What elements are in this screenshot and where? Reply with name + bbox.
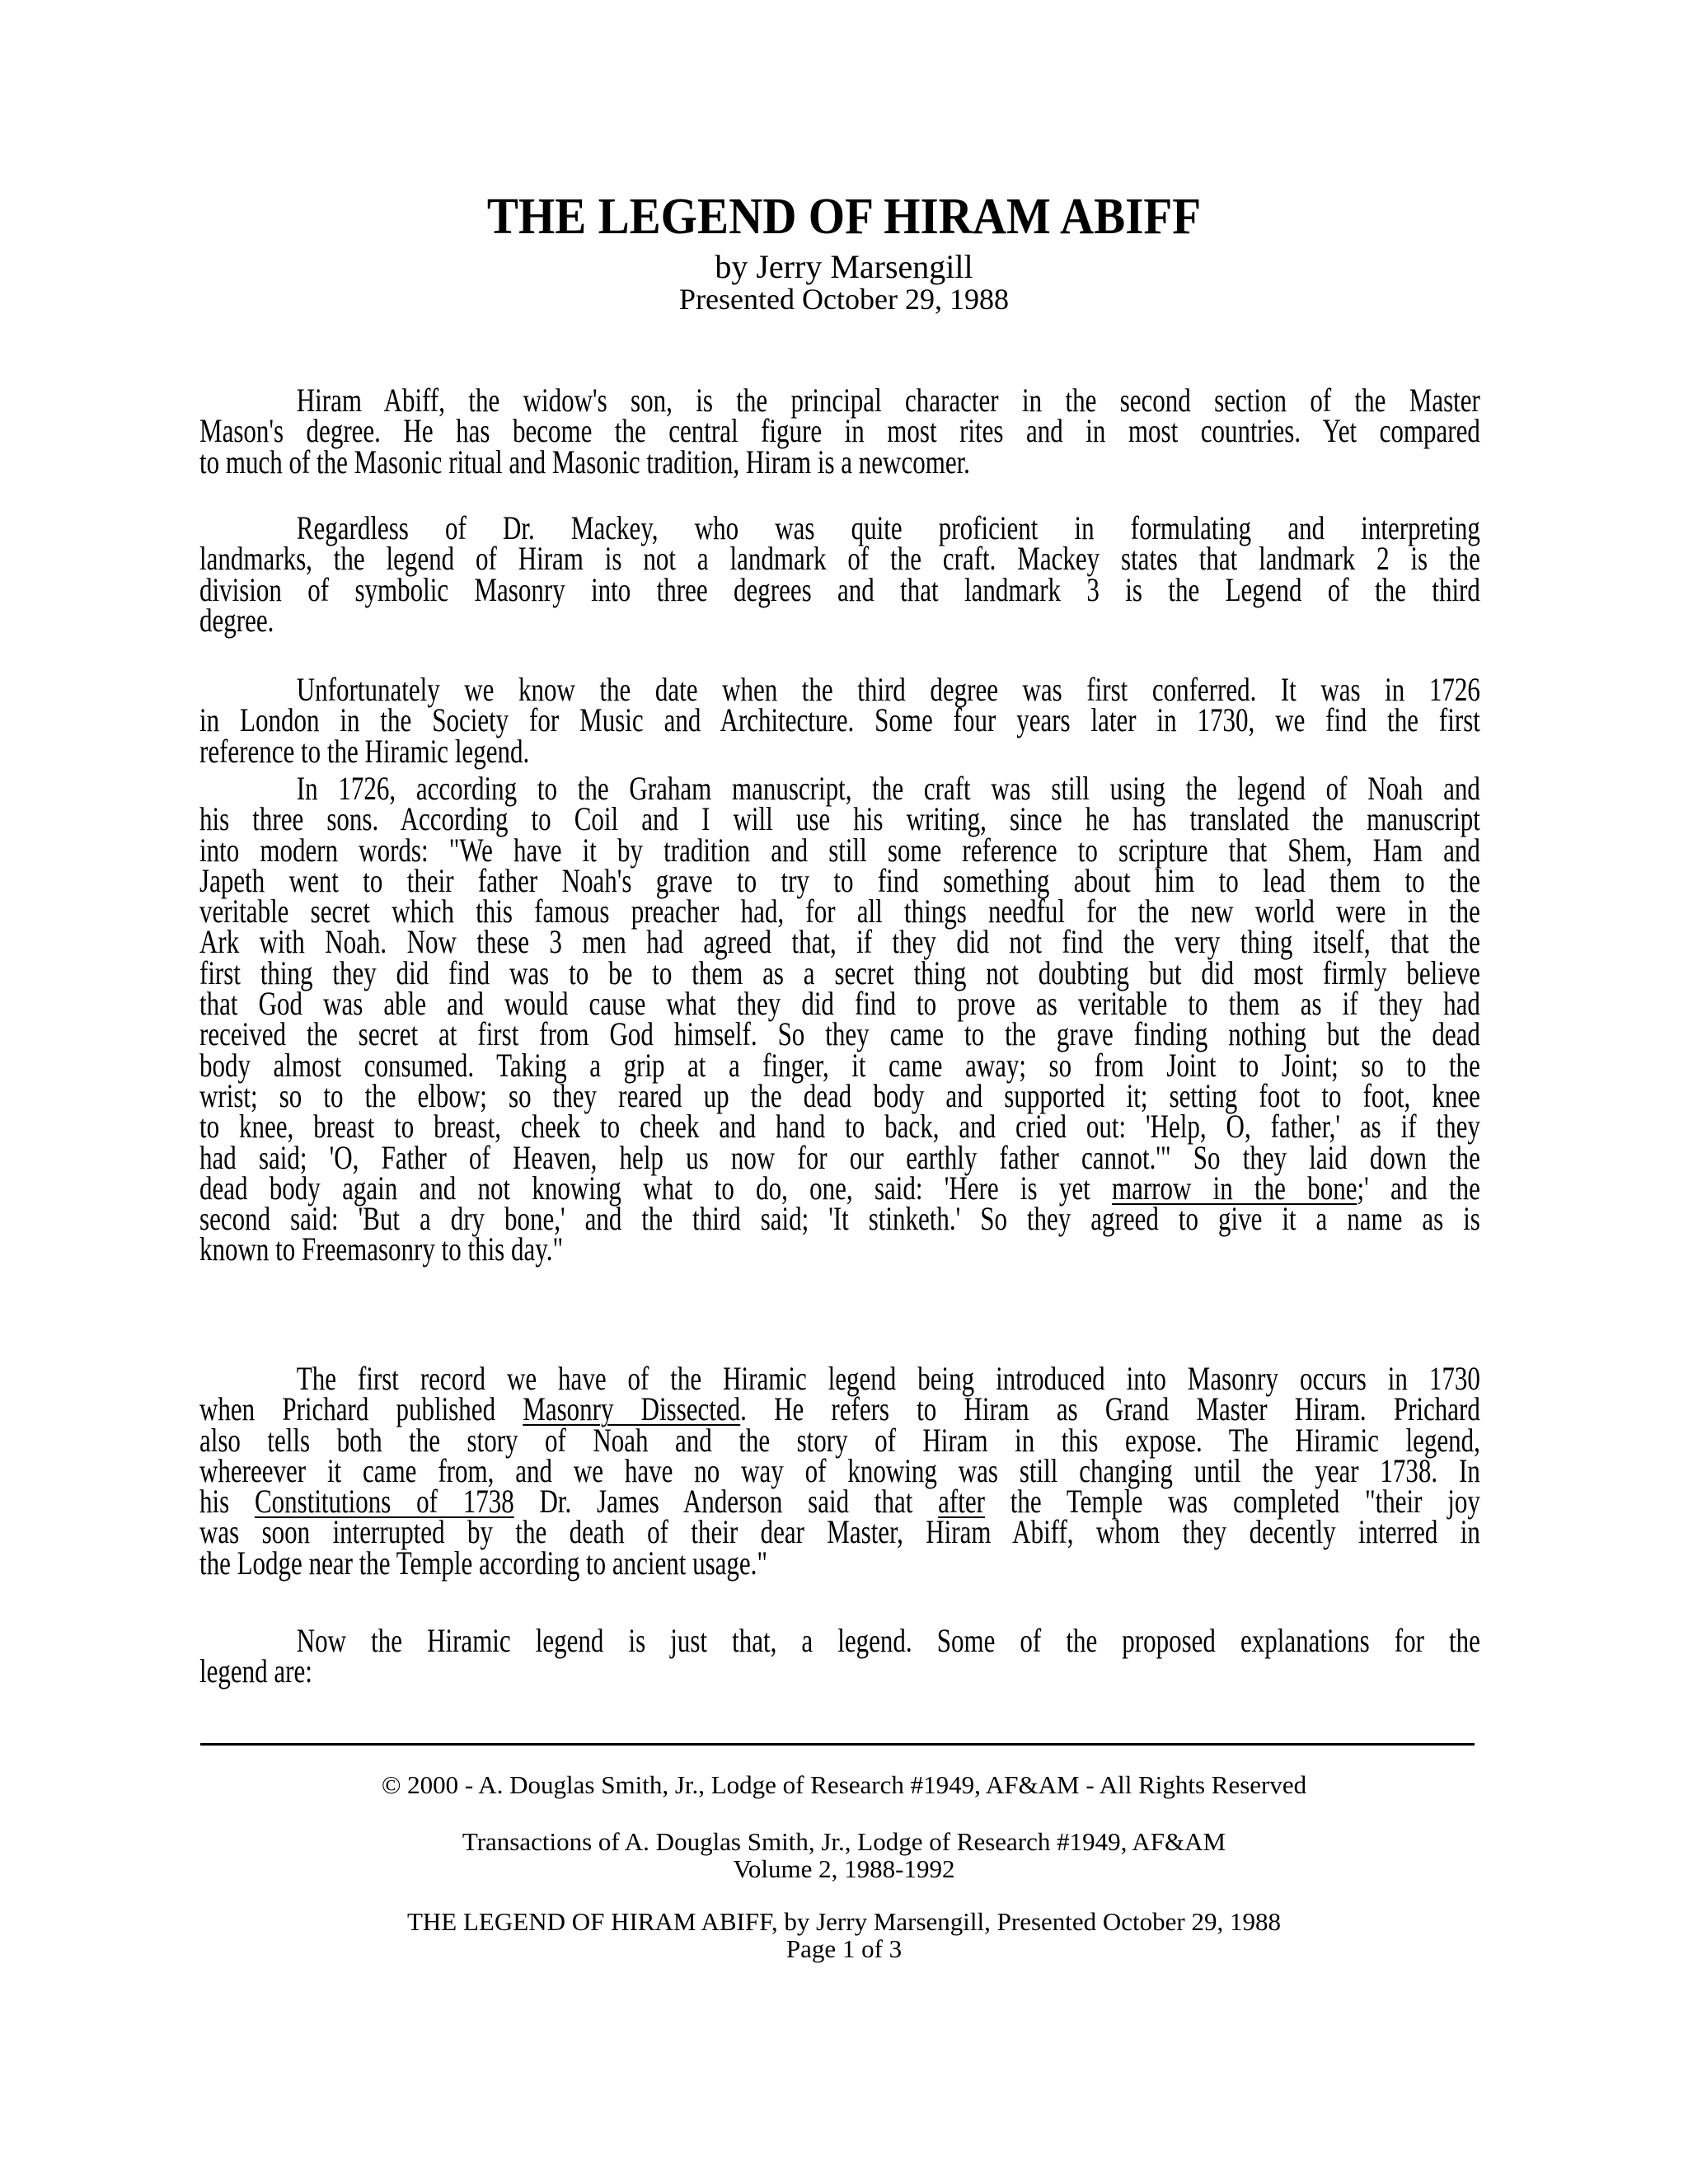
text-line [199, 1622, 1480, 1659]
underlined-text: marrow in the bone [1111, 1169, 1357, 1207]
page-number: Page 1 of 3 [785, 1934, 903, 1963]
text-segment: also tells both the story of Noah and the story of Hiram in this expose. The Hiramic legend, [199, 1421, 1480, 1459]
underlined-text: after [938, 1483, 985, 1521]
paragraph-5 [199, 1360, 1480, 1582]
footer-divider [200, 1743, 1475, 1746]
text-segment: In 1726, according to the Graham manuscript, the craft was still using the legend of Noah and [296, 770, 1480, 807]
text-line [199, 1015, 1480, 1053]
text-segment: veritable secret which this famous preacher had, for all things needful for the new world were in the [199, 893, 1480, 930]
text-line [199, 800, 1480, 838]
text-line [199, 1046, 1480, 1084]
copyright-notice: © 2000 - A. Douglas Smith, Jr., Lodge of Research #1949, AF&AM - All Rights Reserved [381, 1770, 1307, 1799]
text-segment: second said: 'But a dry bone,' and the third said; 'It stinketh.' So they agreed to give it a name as is [199, 1200, 1480, 1238]
text-segment: the Lodge near the Temple according to ancient usage." [199, 1544, 768, 1582]
text-segment: landmarks, the legend of Hiram is not a landmark of the craft. Mackey states that landmark 2 is the [199, 540, 1480, 578]
text-line [199, 1390, 1480, 1428]
paragraph-4 [199, 770, 1480, 1268]
text-line [199, 1108, 1480, 1146]
text-segment: in London in the Society for Music and Architecture. Some four years later in 1730, we find the first [199, 701, 1480, 739]
text-line [199, 861, 1480, 899]
text-segment: the Temple was completed "their joy [984, 1483, 1480, 1521]
text-line [199, 1652, 1480, 1690]
text-line [199, 412, 1480, 450]
text-line [199, 1360, 1480, 1397]
paragraph-1 [199, 382, 1480, 480]
text-line [199, 732, 1480, 770]
text-line [199, 1544, 1480, 1582]
text-segment: wrist; so to the elbow; so they reared up the dead body and supported it; setting foot to foot, knee [199, 1076, 1480, 1114]
citation-line: THE LEGEND OF HIRAM ABIFF, by Jerry Marsengill, Presented October 29, 1988 [406, 1907, 1281, 1936]
text-segment: Dr. James Anderson said that [513, 1483, 939, 1521]
text-line [199, 770, 1480, 807]
text-segment: whereever it came from, and we have no way of knowing was still changing until the year 1738. In [199, 1451, 1480, 1489]
text-segment: to knee, breast to breast, cheek to cheek and hand to back, and cried out: 'Help, O, father,' as if they [199, 1108, 1480, 1146]
text-line [199, 1076, 1480, 1114]
text-segment: legend are: [199, 1652, 312, 1690]
author-line: by Jerry Marsengill [715, 248, 973, 285]
text-segment: division of symbolic Masonry into three degrees and that landmark 3 is the Legend of the third [199, 570, 1480, 608]
text-segment: dead body again and not knowing what to do, one, said: 'Here is yet [199, 1169, 1112, 1207]
text-segment: first thing they did find was to be to them as a secret thing not doubting but did most firmly believe [199, 954, 1480, 991]
presented-date: Presented October 29, 1988 [679, 283, 1009, 316]
text-line [199, 382, 1480, 419]
text-segment: Now the Hiramic legend is just that, a legend. Some of the proposed explanations for the [296, 1622, 1480, 1659]
text-segment: The first record we have of the Hiramic legend being introduced into Masonry occurs in 1730 [296, 1360, 1480, 1397]
text-line [199, 1138, 1480, 1176]
underlined-text: Constitutions of 1738 [254, 1483, 514, 1521]
text-line [199, 601, 1480, 639]
text-segment: received the secret at first from God himself. So they came to the grave finding nothing but the dead [199, 1015, 1480, 1053]
text-segment: Japeth went to their father Noah's grave to try to find something about him to lead them to the [199, 861, 1480, 899]
text-segment: reference to the Hiramic legend. [199, 732, 530, 770]
transactions-line: Transactions of A. Douglas Smith, Jr., Lodge of Research #1949, AF&AM [462, 1827, 1226, 1856]
text-line [199, 1200, 1480, 1238]
text-segment: had said; 'O, Father of Heaven, help us now for our earthly father cannot.'" So they laid down the [199, 1138, 1480, 1176]
paragraph-2 [199, 509, 1480, 639]
text-line [199, 540, 1480, 578]
text-segment: Unfortunately we know the date when the third degree was first conferred. It was in 1726 [296, 671, 1480, 708]
text-segment: body almost consumed. Taking a grip at a finger, it came away; so from Joint to Joint; so to the [199, 1046, 1480, 1084]
text-line [199, 1451, 1480, 1489]
text-segment: his three sons. According to Coil and I will use his writing, since he has translated the manuscript [199, 800, 1480, 838]
text-line [199, 701, 1480, 739]
text-segment: Hiram Abiff, the widow's son, is the principal character in the second section of the Master [296, 382, 1480, 419]
text-line [199, 1513, 1480, 1551]
paragraph-6 [199, 1622, 1480, 1690]
text-segment: to much of the Masonic ritual and Masonic tradition, Hiram is a newcomer. [199, 443, 970, 480]
text-line [199, 954, 1480, 991]
text-line [199, 985, 1480, 1023]
text-segment: that God was able and would cause what they did find to prove as veritable to them as if they had [199, 985, 1480, 1023]
text-line [199, 1421, 1480, 1459]
text-segment: Ark with Noah. Now these 3 men had agreed that, if they did not find the very thing itself, that the [199, 923, 1480, 961]
text-segment: his [199, 1483, 255, 1521]
text-segment: Mason's degree. He has become the central figure in most rites and in most countries. Yet compared [199, 412, 1480, 450]
text-segment: Regardless of Dr. Mackey, who was quite proficient in formulating and interpreting [296, 509, 1480, 546]
paragraph-3 [199, 671, 1480, 770]
text-line [199, 443, 1480, 480]
text-line [199, 1169, 1480, 1207]
text-segment: degree. [199, 601, 274, 639]
text-line [199, 1483, 1480, 1521]
text-segment: ;' and the [1357, 1169, 1480, 1207]
underlined-text: Masonry Dissected [523, 1390, 741, 1428]
text-segment: known to Freemasonry to this day." [199, 1230, 564, 1268]
text-line [199, 923, 1480, 961]
text-segment: when Prichard published [199, 1390, 523, 1428]
text-segment: into modern words: "We have it by tradition and still some reference to scripture that Shem, Ham and [199, 831, 1480, 869]
text-segment: . He refers to Hiram as Grand Master Hiram. Prichard [740, 1390, 1480, 1428]
text-line [199, 1230, 1480, 1268]
text-line [199, 509, 1480, 546]
text-line [199, 671, 1480, 708]
text-line [199, 893, 1480, 930]
volume-line: Volume 2, 1988-1992 [733, 1854, 955, 1883]
document-title: THE LEGEND OF HIRAM ABIFF [486, 189, 1202, 245]
text-segment: was soon interrupted by the death of their dear Master, Hiram Abiff, whom they decently interred in [199, 1513, 1480, 1551]
text-line [199, 570, 1480, 608]
text-line [199, 831, 1480, 869]
